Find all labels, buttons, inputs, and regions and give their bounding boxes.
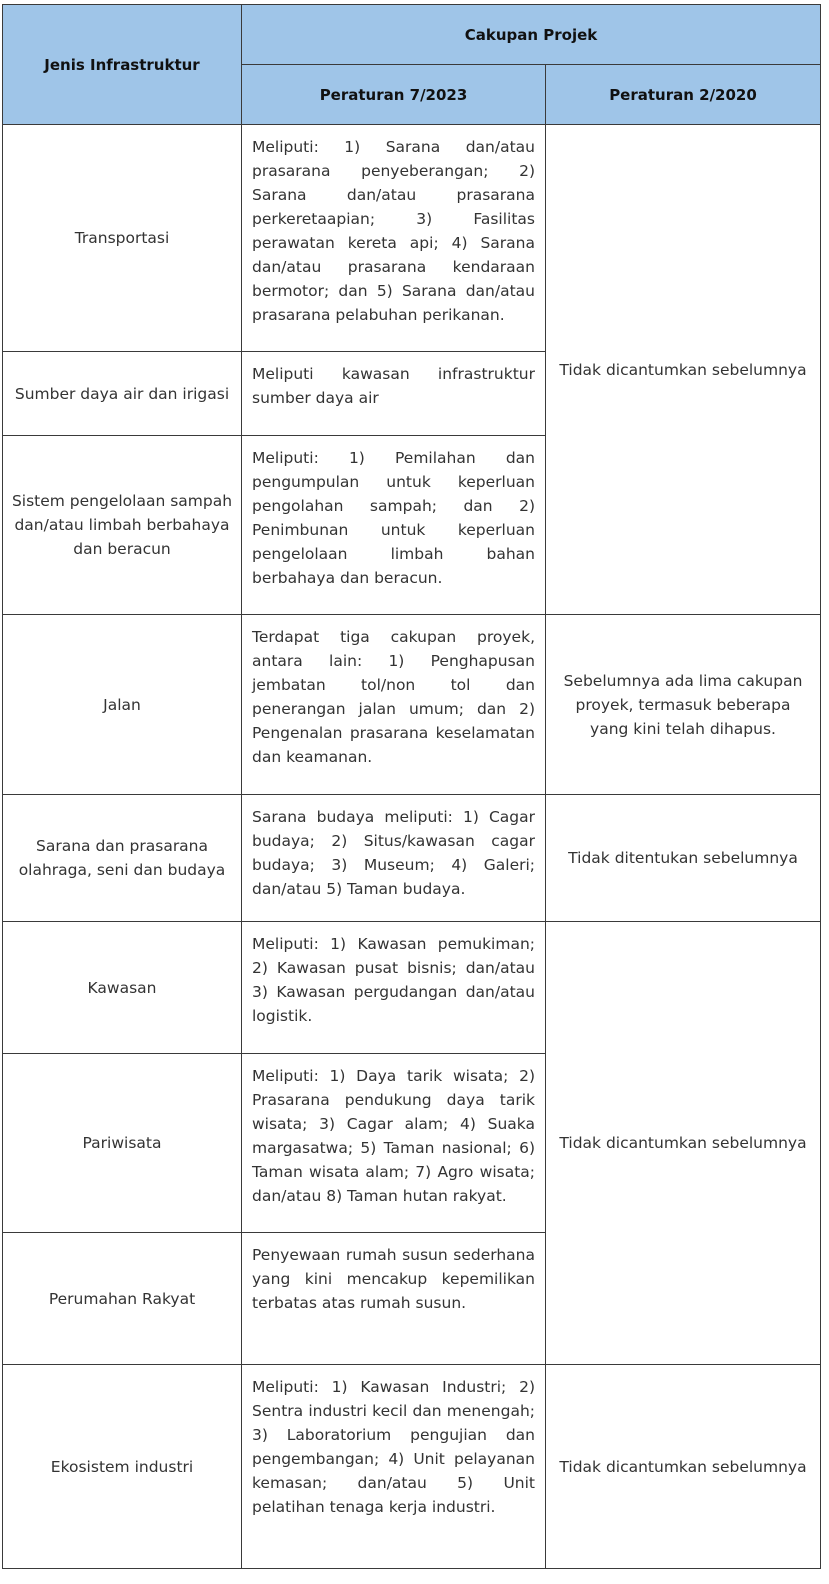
table-row: [3, 795, 821, 922]
infrastructure-type-cell: Ekosistem industri: [3, 1365, 242, 1569]
scope-2023-cell: [242, 1365, 546, 1569]
scope-2020-cell: Sebelumnya ada lima cakupan proyek, termasuk beberapa yang kini telah dihapus.: [546, 615, 821, 795]
header-jenis-infrastruktur: Jenis Infrastruktur: [3, 5, 242, 125]
infrastructure-type-cell: Transportasi: [3, 125, 242, 352]
infrastructure-type-cell: Sarana dan prasarana olahraga, seni dan budaya: [3, 795, 242, 922]
scope-2023-cell: [242, 1054, 546, 1233]
header-cakupan-projek: Cakupan Projek: [242, 5, 821, 65]
scope-2023-text: Sarana budaya meliputi: 1) Cagar budaya; 2) Situs/kawasan cagar budaya; 3) Museum; 4) Galeri; dan/atau 5) Taman budaya.: [252, 808, 535, 898]
scope-2023-text: Penyewaan rumah susun sederhana yang kini mencakup kepemilikan terbatas atas rumah susun.: [252, 1246, 535, 1312]
scope-2023-cell: [242, 436, 546, 615]
table-row: [3, 922, 821, 1054]
scope-2023-cell: [242, 125, 546, 352]
infrastructure-type-cell: Sumber daya air dan irigasi: [3, 352, 242, 436]
header-peraturan-7-2023: Peraturan 7/2023: [242, 65, 546, 125]
scope-2023-text: Meliputi: 1) Daya tarik wisata; 2) Prasarana pendukung daya tarik wisata; 3) Cagar alam; 4) Suaka margasatwa; 5) Taman nasional; 6) Taman wisata alam; 7) Agro wisata; dan/atau 8) Taman hutan rakyat.: [252, 1067, 535, 1205]
scope-2023-text: Meliputi: 1) Kawasan pemukiman; 2) Kawasan pusat bisnis; dan/atau 3) Kawasan pergudangan dan/atau logistik.: [252, 935, 535, 1025]
header-peraturan-2-2020: Peraturan 2/2020: [546, 65, 821, 125]
infrastructure-type-cell: Jalan: [3, 615, 242, 795]
scope-2020-cell: Tidak dicantumkan sebelumnya: [546, 1365, 821, 1569]
table-row: [3, 615, 821, 795]
infrastructure-type-cell: Kawasan: [3, 922, 242, 1054]
scope-2020-cell: Tidak ditentukan sebelumnya: [546, 795, 821, 922]
infrastructure-type-cell: Perumahan Rakyat: [3, 1233, 242, 1365]
infrastructure-type-cell: Sistem pengelolaan sampah dan/atau limbah berbahaya dan beracun: [3, 436, 242, 615]
scope-2023-text: Terdapat tiga cakupan proyek, antara lain: 1) Penghapusan jembatan tol/non tol dan penerangan jalan umum; dan 2) Pengenalan prasarana keselamatan dan keamanan.: [252, 628, 535, 766]
scope-2023-text: Meliputi: 1) Sarana dan/atau prasarana penyeberangan; 2) Sarana dan/atau prasarana perkeretaapian; 3) Fasilitas perawatan kereta api; 4) Sarana dan/atau prasarana kendaraan bermotor; dan 5) Sarana dan/atau prasarana pelabuhan perikanan.: [252, 138, 535, 324]
scope-2023-text: Meliputi kawasan infrastruktur sumber daya air: [252, 365, 535, 407]
scope-2023-text: Meliputi: 1) Kawasan Industri; 2) Sentra industri kecil dan menengah; 3) Laboratorium pengujian dan pengembangan; 4) Unit pelayanan kemasan; dan/atau 5) Unit pelatihan tenaga kerja industri.: [252, 1378, 535, 1516]
infrastructure-comparison-table: [2, 4, 821, 1569]
scope-2023-cell: [242, 615, 546, 795]
table-row: [3, 125, 821, 352]
scope-2020-cell: Tidak dicantumkan sebelumnya: [546, 125, 821, 615]
scope-2023-cell: [242, 795, 546, 922]
scope-2020-cell: Tidak dicantumkan sebelumnya: [546, 922, 821, 1365]
table-row: [3, 1365, 821, 1569]
scope-2023-cell: [242, 352, 546, 436]
scope-2023-text: Meliputi: 1) Pemilahan dan pengumpulan untuk keperluan pengolahan sampah; dan 2) Penimbunan untuk keperluan pengelolaan limbah bahan berbahaya dan beracun.: [252, 449, 535, 587]
scope-2023-cell: [242, 922, 546, 1054]
scope-2023-cell: [242, 1233, 546, 1365]
infrastructure-type-cell: Pariwisata: [3, 1054, 242, 1233]
